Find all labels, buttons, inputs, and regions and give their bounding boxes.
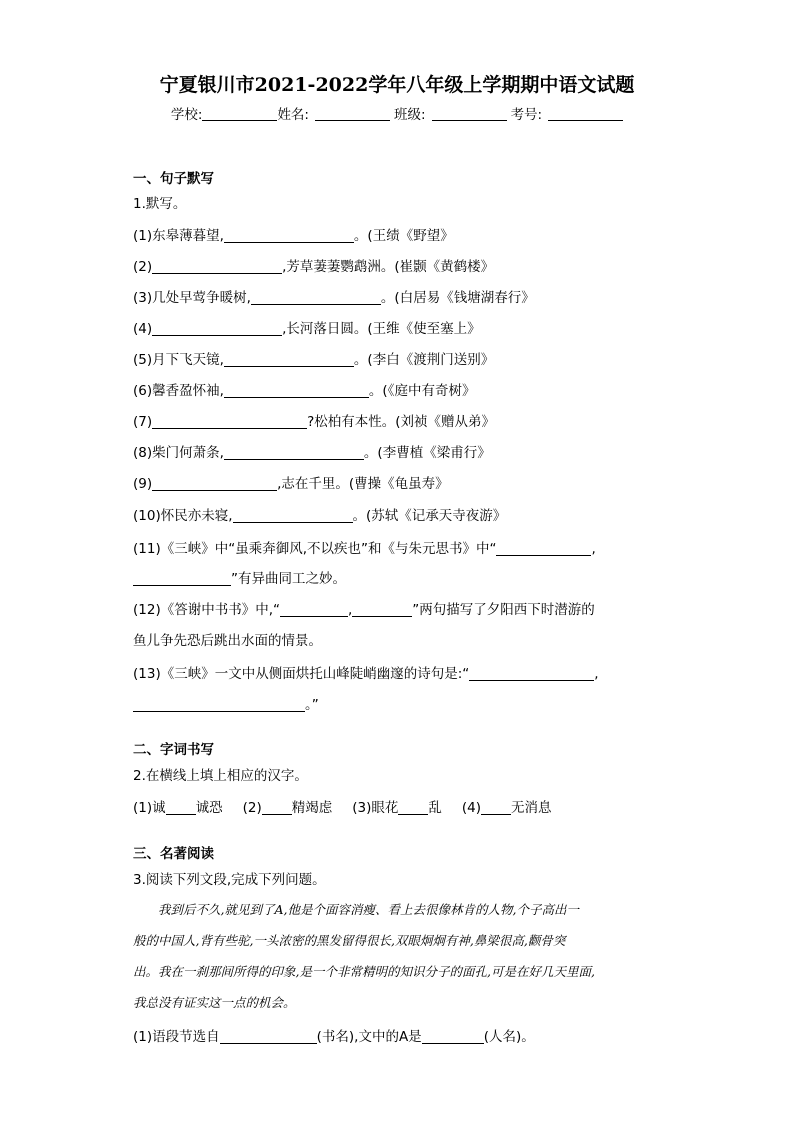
passage-line: 我总没有证实这一点的机会。 <box>133 995 296 1010</box>
class-field[interactable] <box>432 106 507 121</box>
answer-blank[interactable] <box>224 352 354 367</box>
q1-item-11-cont: ”有异曲同工之妙。 <box>133 567 346 587</box>
question-1: 1.默写。 <box>133 196 187 212</box>
passage-line: 我到后不久,就见到了A,他是个面容消瘦、看上去很像林肯的人物,个子高出一 <box>158 902 579 917</box>
name-field[interactable] <box>315 106 390 121</box>
section-heading-2: 二、字词书写 <box>133 742 214 758</box>
q1-item-13-cont: 。” <box>133 693 319 713</box>
answer-blank[interactable] <box>398 800 428 815</box>
question-2: 2.在横线上填上相应的汉字。 <box>133 768 308 784</box>
answer-blank[interactable] <box>262 800 292 815</box>
q1-item-8: (8)柴门何萧条, 。(李曹植《梁甫行》 <box>133 445 491 461</box>
answer-blank[interactable] <box>251 290 381 305</box>
q1-item-5: (5)月下飞天镜, 。(李白《渡荆门送别》 <box>133 352 495 368</box>
answer-blank[interactable] <box>152 414 307 429</box>
answer-blank[interactable] <box>133 571 231 586</box>
passage-line: 般的中国人,背有些驼,一头浓密的黑发留得很长,双眼炯炯有神,鼻梁很高,颧骨突 <box>133 933 566 948</box>
q1-item-6: (6)馨香盈怀袖, 。(《庭中有奇树》 <box>133 383 476 399</box>
answer-blank[interactable] <box>166 800 196 815</box>
answer-blank[interactable] <box>233 508 353 523</box>
exam-no-field[interactable] <box>548 106 623 121</box>
q1-item-11: (11)《三峡》中“虽乘奔御风,不以疾也”和《与朱元思书》中“ , <box>133 541 596 557</box>
answer-blank[interactable] <box>152 259 282 274</box>
q1-item-1: (1)东皋薄暮望, 。(王绩《野望》 <box>133 228 454 244</box>
answer-blank[interactable] <box>280 602 348 617</box>
q1-item-12: (12)《答谢中书书》中,“ , ”两句描写了夕阳西下时潜游的 <box>133 602 595 618</box>
section-heading-1: 一、句子默写 <box>133 171 214 187</box>
answer-blank[interactable] <box>224 445 364 460</box>
answer-blank[interactable] <box>352 602 412 617</box>
q3-sub-1: (1)语段节选自 (书名),文中的A是 (人名)。 <box>133 1029 535 1045</box>
student-info-line <box>0 103 794 123</box>
section-heading-3: 三、名著阅读 <box>133 846 214 862</box>
q1-item-12-cont: 鱼儿争先恐后跳出水面的情景。 <box>133 633 322 649</box>
school-label: 学校: <box>170 107 203 123</box>
q1-item-3: (3)几处早莺争暖树, 。(白居易《钱塘湖春行》 <box>133 290 535 306</box>
answer-blank[interactable] <box>152 321 282 336</box>
q1-item-13: (13)《三峡》一文中从侧面烘托山峰陡峭幽邃的诗句是:“ , <box>133 666 599 682</box>
answer-blank[interactable] <box>422 1029 484 1044</box>
answer-blank[interactable] <box>496 541 591 556</box>
q1-item-7: (7) ?松柏有本性。(刘祯《赠从弟》 <box>133 414 496 430</box>
answer-blank[interactable] <box>469 666 594 681</box>
school-field[interactable] <box>202 106 277 121</box>
answer-blank[interactable] <box>152 476 277 491</box>
answer-blank[interactable] <box>481 800 511 815</box>
answer-blank[interactable] <box>224 228 354 243</box>
exam-no-label: 考号: <box>510 107 543 123</box>
class-label: 班级: <box>394 107 426 123</box>
answer-blank[interactable] <box>133 697 305 712</box>
q2-items: (1)诚 诚恐 (2) 精竭虑 (3)眼花 乱 (4) 无消息 <box>133 800 552 816</box>
page-title: 宁夏银川市2021-2022学年八年级上学期期中语文试题 <box>159 74 635 96</box>
name-label: 姓名: <box>277 107 309 123</box>
q1-item-10: (10)怀民亦未寝, 。(苏轼《记承天寺夜游》 <box>133 508 507 524</box>
q1-item-9: (9) ,志在千里。(曹操《龟虽寿》 <box>133 476 449 492</box>
passage-line: 出。我在一刹那间所得的印象,是一个非常精明的知识分子的面孔,可是在好几天里面, <box>133 964 595 979</box>
question-3: 3.阅读下列文段,完成下列问题。 <box>133 872 326 888</box>
q1-item-2: (2) ,芳草萋萋鹦鹉洲。(崔颢《黄鹤楼》 <box>133 259 495 275</box>
answer-blank[interactable] <box>224 383 369 398</box>
q1-item-4: (4) ,长河落日圆。(王维《使至塞上》 <box>133 321 481 337</box>
answer-blank[interactable] <box>220 1029 317 1044</box>
